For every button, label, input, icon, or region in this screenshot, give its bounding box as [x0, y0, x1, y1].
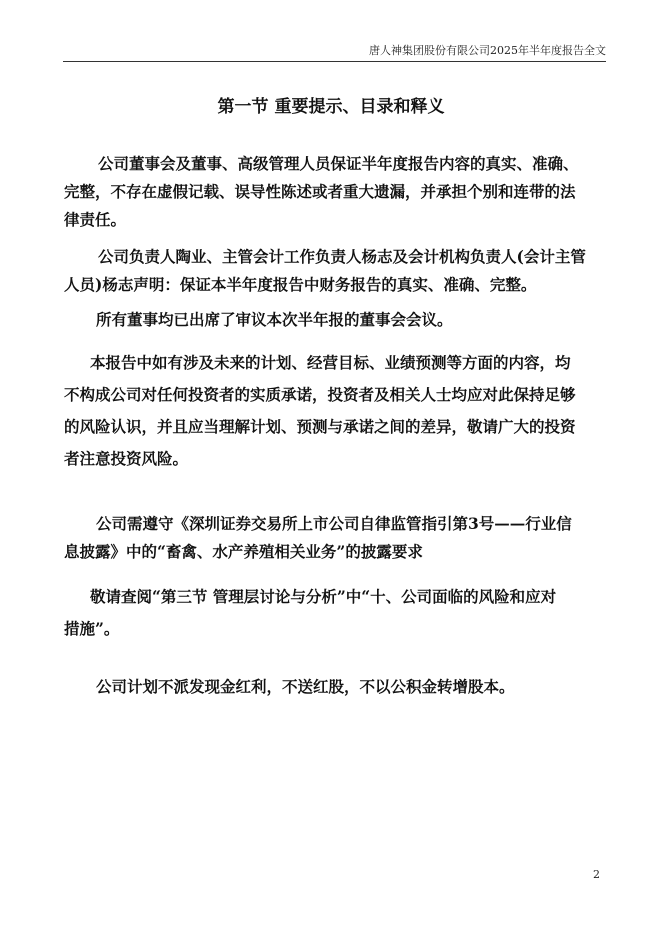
- paragraph-line: 者注意投资风险。: [64, 449, 189, 468]
- paragraph-responsible-persons: [64, 243, 600, 299]
- paragraph-line: 措施”。: [64, 619, 120, 638]
- paragraph-line: 公司需遵守《深圳证券交易所上市公司自律监管指引第3号——行业信: [96, 514, 572, 533]
- paragraph-risk-reference: [64, 581, 600, 645]
- paragraph-line: 本报告中如有涉及未来的计划、经营目标、业绩预测等方面的内容，均: [90, 353, 571, 372]
- header-rule: [63, 61, 606, 62]
- paragraph-line: 息披露》中的“畜禽、水产养殖相关业务”的披露要求: [64, 542, 423, 561]
- paragraph-line: 的风险认识，并且应当理解计划、预测与承诺之间的差异，敬请广大的投资: [64, 417, 576, 436]
- paragraph-line: 人员)杨志声明：保证本半年度报告中财务报告的真实、准确、完整。: [64, 275, 537, 294]
- paragraph-line: 公司董事会及董事、高级管理人员保证半年度报告内容的真实、准确、: [98, 154, 579, 173]
- section-title: 第一节 重要提示、目录和释义: [217, 97, 445, 117]
- paragraph-directors-attendance: [90, 306, 600, 334]
- paragraph-dividend-plan: [90, 673, 600, 701]
- paragraph-line: 敬请查阅“第三节 管理层讨论与分析”中“十、公司面临的风险和应对: [90, 587, 557, 606]
- paragraph-board-guarantee: [64, 150, 600, 234]
- paragraph-line: 公司计划不派发现金红利，不送红股，不以公积金转增股本。: [96, 677, 515, 696]
- paragraph-forward-looking: [64, 347, 600, 475]
- paragraph-line: 律责任。: [64, 210, 127, 229]
- paragraph-disclosure-requirements: [64, 510, 600, 566]
- running-header: 唐人神集团股份有限公司2025年半年度报告全文: [369, 44, 606, 57]
- paragraph-line: 所有董事均已出席了审议本次半年报的董事会会议。: [96, 310, 453, 329]
- page-number: 2: [593, 868, 600, 881]
- paragraph-line: 公司负责人陶业、主管会计工作负责人杨志及会计机构负责人(会计主管: [98, 247, 586, 266]
- paragraph-line: 完整，不存在虚假记载、误导性陈述或者重大遗漏，并承担个别和连带的法: [64, 182, 576, 201]
- paragraph-line: 不构成公司对任何投资者的实质承诺，投资者及相关人士均应对此保持足够: [64, 385, 576, 404]
